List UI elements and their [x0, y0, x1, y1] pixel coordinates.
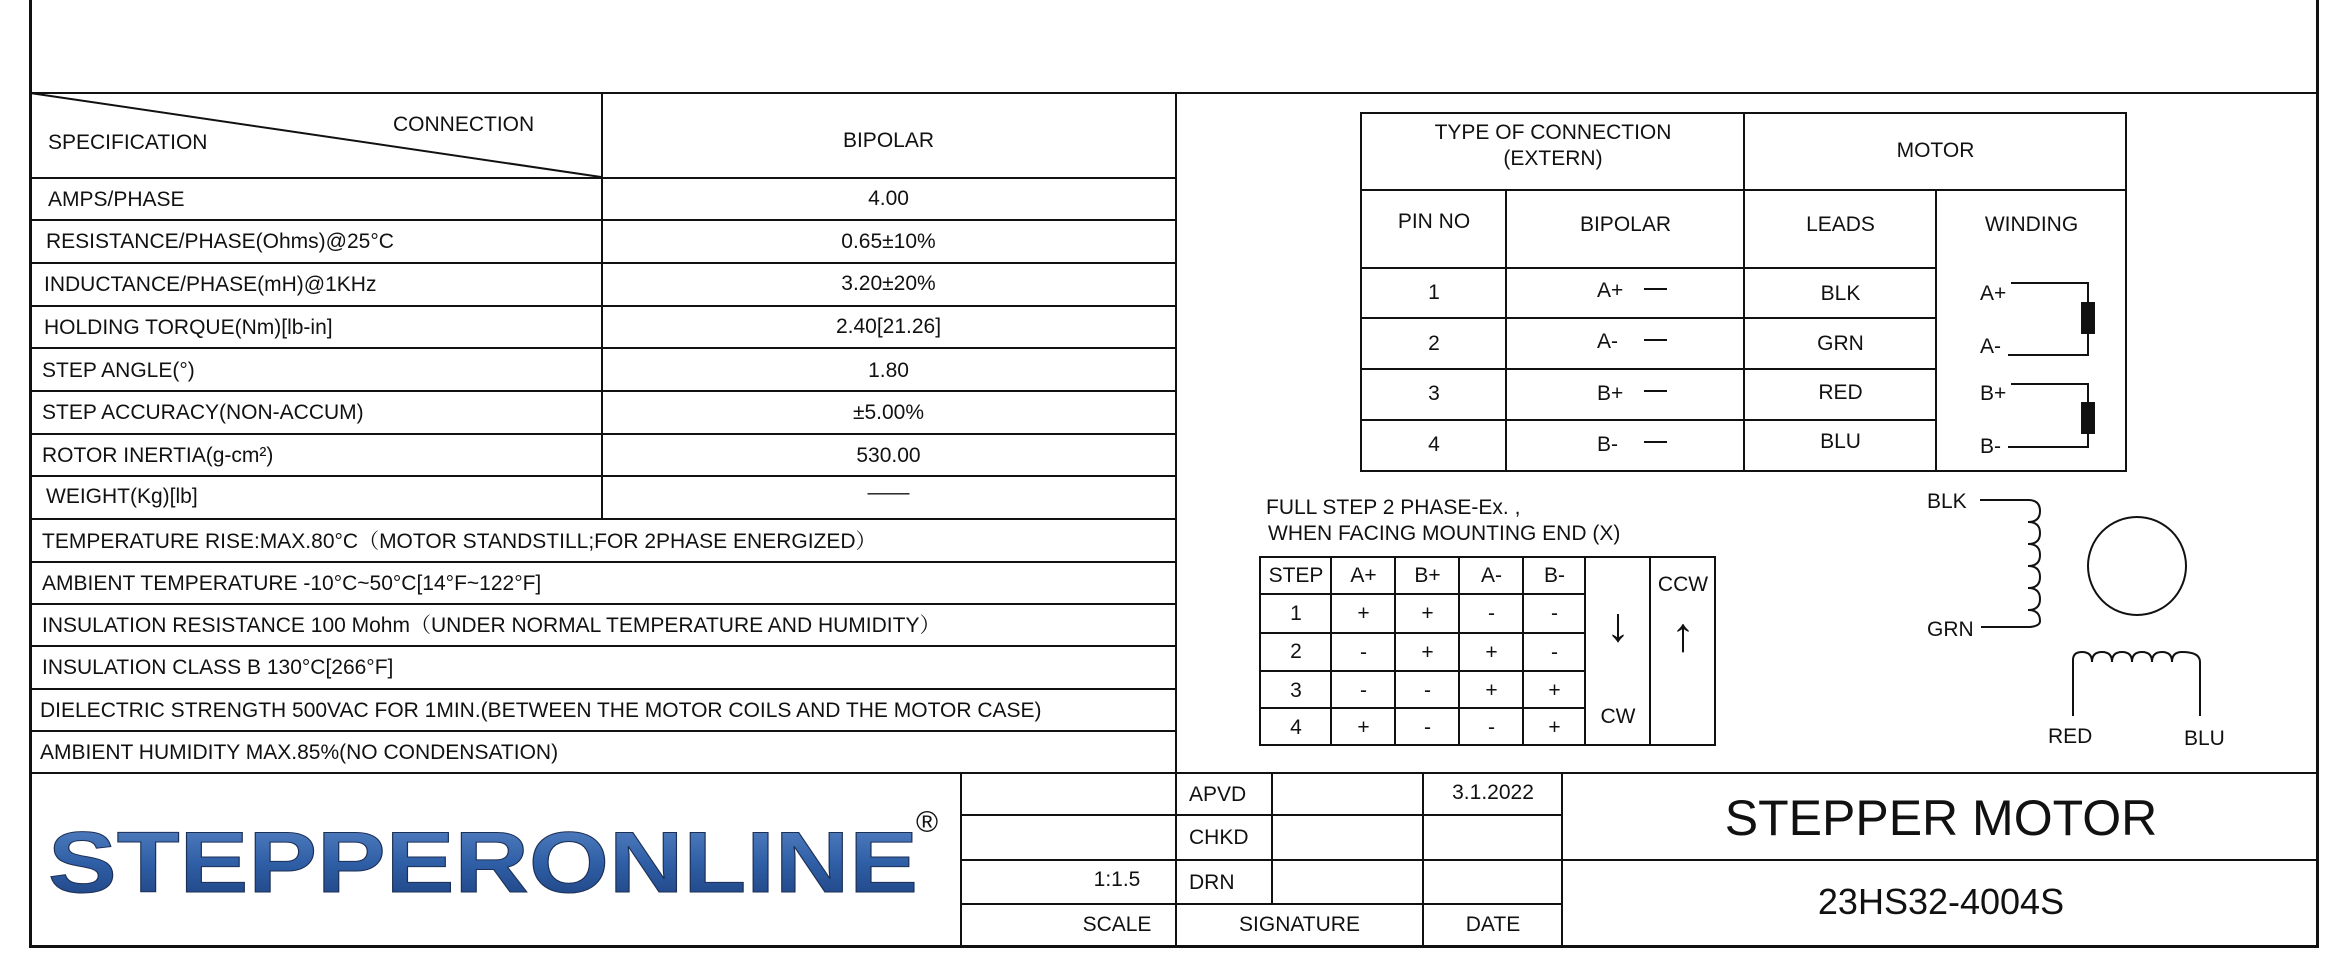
- apvd-label: APVD: [1189, 783, 1247, 806]
- sequence-cell: +: [1485, 679, 1498, 702]
- sequence-cell: 4: [1290, 716, 1302, 739]
- sequence-cell: 1: [1290, 602, 1302, 625]
- winding-label: B-: [1980, 435, 2001, 458]
- sequence-cell: +: [1485, 641, 1498, 664]
- part-number: 23HS32-4004S: [1817, 881, 2065, 922]
- sequence-cell: -: [1360, 641, 1367, 664]
- lead-color: BLU: [1820, 430, 1861, 453]
- pin-number: 2: [1428, 332, 1440, 355]
- sequence-cell: +: [1421, 641, 1434, 664]
- bipolar-terminal: B-: [1597, 433, 1618, 456]
- sequence-cell: +: [1548, 679, 1561, 702]
- spec-value: 3.20±20%: [841, 272, 936, 295]
- sequence-header: B-: [1544, 564, 1565, 587]
- sequence-header: B+: [1414, 564, 1441, 587]
- chkd-label: CHKD: [1189, 826, 1249, 849]
- lead-label-red: RED: [2048, 725, 2093, 748]
- spec-label: WEIGHT(Kg)[lb]: [46, 485, 198, 508]
- sequence-cell: -: [1488, 602, 1495, 625]
- spec-label: ROTOR INERTIA(g-cm²): [42, 444, 274, 467]
- spec-label: RESISTANCE/PHASE(Ohms)@25°C: [46, 230, 394, 253]
- sequence-header: A+: [1350, 564, 1377, 587]
- spec-value: ——: [867, 481, 910, 504]
- connection-type-subheader: (EXTERN): [1503, 147, 1603, 170]
- lead-label-blk: BLK: [1927, 490, 1967, 513]
- spec-value: 2.40[21.26]: [835, 315, 942, 338]
- spec-label: INDUCTANCE/PHASE(mH)@1KHz: [44, 273, 377, 296]
- scale-value: 1:1.5: [1093, 868, 1141, 891]
- pin-number: 1: [1428, 281, 1440, 304]
- up-arrow-icon: ↑: [1671, 609, 1695, 662]
- winding-header: WINDING: [1984, 213, 2079, 236]
- pin-number: 4: [1428, 433, 1440, 456]
- scale-label: SCALE: [1082, 913, 1152, 936]
- spec-value: ±5.00%: [852, 401, 925, 424]
- drawing-title: STEPPER MOTOR: [1724, 790, 2158, 846]
- down-arrow-icon: ↓: [1606, 599, 1630, 652]
- spec-note: INSULATION CLASS B 130°C[266°F]: [42, 656, 394, 679]
- bipolar-terminal: B+: [1597, 382, 1624, 405]
- spec-corner-right: CONNECTION: [393, 113, 535, 136]
- sequence-cell: 3: [1290, 679, 1302, 702]
- ccw-label: CCW: [1657, 573, 1709, 596]
- sequence-cell: 2: [1290, 640, 1302, 663]
- connection-type-header: TYPE OF CONNECTION: [1434, 121, 1672, 144]
- drn-label: DRN: [1189, 871, 1235, 894]
- spec-label: STEP ACCURACY(NON-ACCUM): [42, 401, 364, 424]
- spec-note: DIELECTRIC STRENGTH 500VAC FOR 1MIN.(BETWEEN THE MOTOR COILS AND THE MOTOR CASE): [40, 699, 1042, 722]
- signature-label: SIGNATURE: [1239, 913, 1360, 936]
- sequence-header: A-: [1481, 564, 1502, 587]
- sequence-cell: +: [1357, 716, 1370, 739]
- sequence-cell: +: [1421, 602, 1434, 625]
- winding-label: B+: [1980, 382, 2007, 405]
- spec-value: 530.00: [856, 444, 921, 467]
- sequence-header: STEP: [1268, 564, 1324, 587]
- sequence-cell: -: [1424, 679, 1431, 702]
- sequence-title: FULL STEP 2 PHASE-Ex. ,: [1266, 496, 1521, 519]
- winding-label: A+: [1980, 282, 2007, 305]
- date-value: 3.1.2022: [1452, 781, 1534, 804]
- pin-header: PIN NO: [1397, 210, 1471, 233]
- pin-number: 3: [1428, 382, 1440, 405]
- spec-value: 1.80: [868, 359, 909, 382]
- spec-label: STEP ANGLE(°): [42, 359, 195, 382]
- lead-label-blu: BLU: [2184, 727, 2225, 750]
- spec-note: AMBIENT HUMIDITY MAX.85%(NO CONDENSATION): [40, 741, 559, 764]
- bipolar-header: BIPOLAR: [1579, 213, 1672, 236]
- spec-note: AMBIENT TEMPERATURE -10°C~50°C[14°F~122°F]: [42, 572, 542, 595]
- sequence-subtitle: WHEN FACING MOUNTING END (X): [1268, 522, 1621, 545]
- registered-mark: ®: [916, 806, 939, 839]
- leads-header: LEADS: [1806, 213, 1875, 236]
- sequence-cell: -: [1551, 641, 1558, 664]
- spec-note: INSULATION RESISTANCE 100 Mohm（UNDER NORMAL TEMPERATURE AND HUMIDITY）: [42, 614, 941, 637]
- lead-color: BLK: [1820, 282, 1861, 305]
- logo-wordmark: STEPPERONLINE: [48, 815, 918, 911]
- spec-value: 0.65±10%: [841, 230, 936, 253]
- spec-label: HOLDING TORQUE(Nm)[lb-in]: [44, 316, 333, 339]
- cw-label: CW: [1600, 705, 1636, 728]
- date-label: DATE: [1465, 913, 1521, 936]
- lead-color: GRN: [1817, 332, 1864, 355]
- spec-value: 4.00: [868, 187, 909, 210]
- sequence-cell: -: [1424, 716, 1431, 739]
- winding-label: A-: [1980, 335, 2001, 358]
- bipolar-terminal: A+: [1597, 279, 1624, 302]
- sequence-cell: +: [1357, 602, 1370, 625]
- lead-label-grn: GRN: [1927, 618, 1974, 641]
- spec-corner-left: SPECIFICATION: [48, 131, 208, 154]
- motor-header: MOTOR: [1896, 139, 1975, 162]
- sequence-cell: -: [1551, 602, 1558, 625]
- spec-column-header: BIPOLAR: [842, 129, 935, 152]
- sequence-cell: +: [1548, 716, 1561, 739]
- spec-label: AMPS/PHASE: [48, 188, 185, 211]
- sequence-cell: -: [1488, 716, 1495, 739]
- bipolar-terminal: A-: [1597, 330, 1618, 353]
- lead-color: RED: [1818, 381, 1863, 404]
- spec-note: TEMPERATURE RISE:MAX.80°C（MOTOR STANDSTILL;FOR 2PHASE ENERGIZED）: [42, 530, 877, 553]
- sequence-cell: -: [1360, 679, 1367, 702]
